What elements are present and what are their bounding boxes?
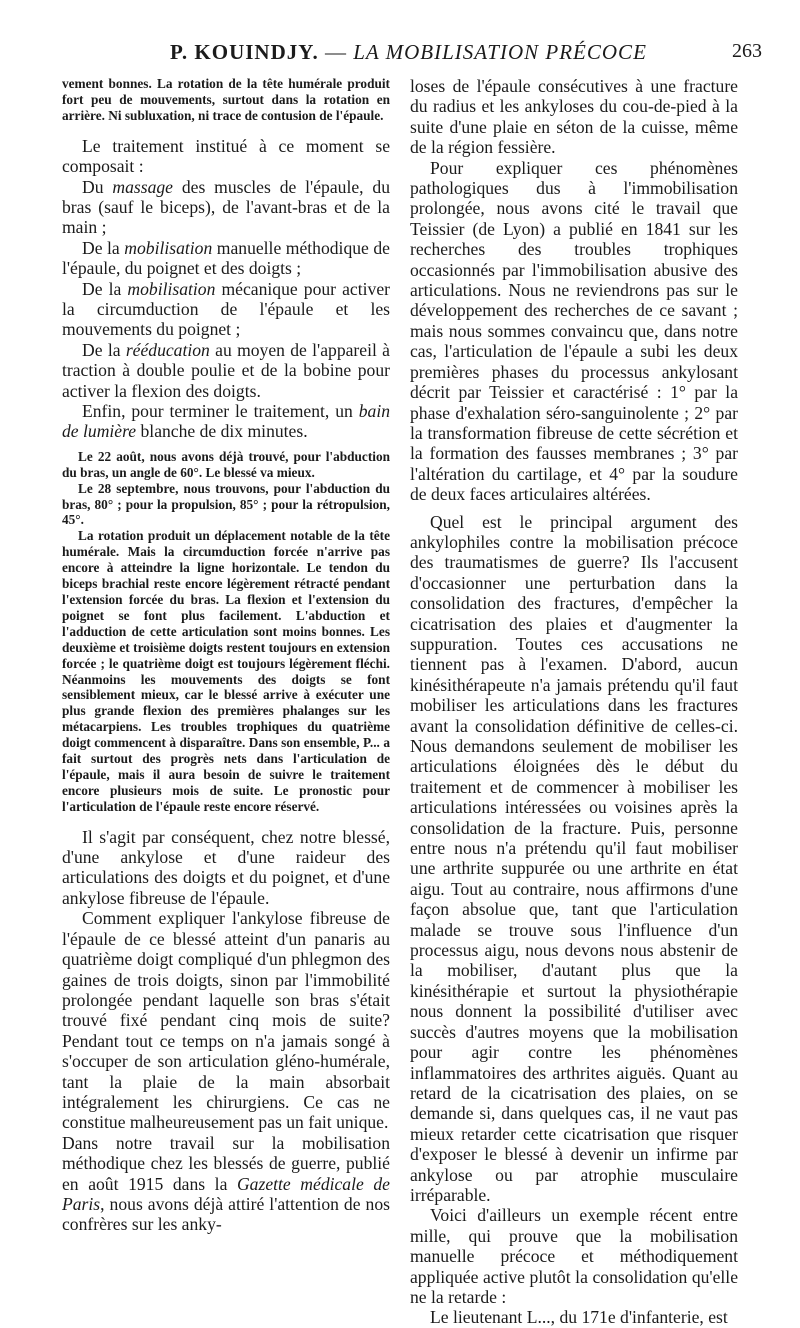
paragraph-mechanical-mobilisation <box>62 279 390 340</box>
paragraph-conclusion: Il s'agit par conséquent, chez notre blessé, d'une ankylose et d'une raideur des articulations des doigts et du poignet, et d'une ankylose fibreuse de l'épaule. <box>62 826 390 908</box>
text-span: , nous avons déjà attiré l'attention de nos confrères sur les anky- <box>62 1193 390 1235</box>
paragraph-light-bath <box>62 401 390 442</box>
paragraph-treatment-intro: Le traitement institué à ce moment se composait : <box>62 135 390 177</box>
text-span: De la <box>82 278 128 299</box>
emphasis: rééducation <box>125 339 210 360</box>
emphasis: mobilisation <box>124 237 213 258</box>
text-span: Du <box>82 176 113 197</box>
emphasis: bain de lumière <box>62 401 390 442</box>
paragraph-explanation: Comment expliquer l'ankylose fibreuse de l'épaule de ce blessé atteint d'un panaris au quatrième doigt compliqué d'un phlegmon des gaines de trois doigts, sinon par l'immobilité prolongée pendant laquelle son bras s'était trouvé fixé pendant cinq mois de suite? Pendant tout ce temps on n'a jamais songé à s'occuper de son articulation gléno-humérale, tant la plaie de la main absorbait intégralement les chirurgiens. Ce cas ne constitue malheureusement pas un fait unique. <box>62 908 390 1133</box>
paragraph-previous-work <box>62 1133 390 1235</box>
text-span: De la <box>82 237 125 258</box>
header-title: LA MOBILISATION PRÉCOCE <box>353 40 647 64</box>
journal-title: Gazette médicale de Paris <box>62 1173 390 1214</box>
emphasis: mobilisation <box>127 278 216 299</box>
text-span: Dans notre travail sur la mobilisation méthodique chez les blessés de guerre, publié en août 1915 dans la <box>62 1132 390 1194</box>
running-title <box>170 40 647 65</box>
paragraph-teissier: Pour expliquer ces phénomènes pathologiques dus à l'immobilisation prolongée, nous avons cité le travail que Teissier (de Lyon) a publié en 1841 sur les recherches des troubles trophiques occasionnés par l'immobilisation abusive des articulations. Nous ne reviendrons pas sur le développement des recherches de ce savant ; mais nous sommes convaincu que, dans notre cas, l'articulation de l'épaule a subi les deux premières phases du processus ankylosant décrit par Teissier et caractérisé : 1° par la phase d'exhalation séro-sanguinolente ; 2° par la transformation fibreuse de cette sécrétion et la formation des fausses membranes ; 3° par l'altération du cartilage, et 4° par la soudure de deux faces articulaires altérées. <box>410 157 738 505</box>
case-note-september: Le 28 septembre, nous trouvons, pour l'abduction du bras, 80° ; pour la propulsion, 85° ; pour la rétropulsion, 45°. <box>62 480 390 528</box>
paragraph-ankylophiles: Quel est le principal argument des ankylophiles contre la mobilisation précoce des traumatismes de guerre? Ils l'accusent d'occasionner une perturbation dans la consolidation des fractures, d'empêcher la cicatrisation des plaies et d'augmenter la suppuration. Toutes ces accusations ne tiennent pas à l'examen. D'abord, aucun kinésithérapeute n'a jamais prétendu qu'il faut mobiliser les articulations dans les fractures avant la consolidation définitive de celles-ci. Nous demandons seulement de mobiliser les articulations éloignées dès le début du traitement et de commencer à mobiliser les articulations intéressées ou voisines après la consolidation de la fracture. Puis, personne entre nous n'a prétendu qu'il faut mobiliser une arthrite suppurée ou une arthrite en état aigu. Tout au contraire, nous affirmons d'une façon absolue que, tant que l'articulation malade se trouve sous l'influence d'un processus aigu, nous devons nous abstenir de la mobiliser, d'autant plus que la kinésithérapie et surtout la physiothérapie nous donnent la possibilité d'utiliser avec succès d'autres moyens que la mobilisation pour agir contre les phénomènes inflammatoires des arthrites aiguës. Quant au retard de la cicatrisation des plaies, on se demande si, dans quelques cas, il ne vaut pas mieux retarder cette cicatrisation que risquer d'exposer le blessé à devenir un infirme par ankylose ou par atrophie musculaire irréparable. <box>410 511 738 1205</box>
running-header <box>62 40 762 70</box>
text-span: mécanique pour activer la circumduction de l'épaule et les mouvements du poignet ; <box>62 278 390 340</box>
paragraph-lieutenant: Le lieutenant L..., du 171e d'infanterie, est <box>430 1307 728 1328</box>
text-span: manuelle méthodique de l'épaule, du poignet et des doigts ; <box>62 237 390 279</box>
emphasis: massage <box>112 176 173 197</box>
paragraph-massage <box>62 177 390 238</box>
left-column <box>62 76 390 1235</box>
paragraph-manual-mobilisation <box>62 238 390 279</box>
text-span: au moyen de l'appareil à traction à double poulie et de la bobine pour activer la flexion des doigts. <box>62 339 390 401</box>
header-separator: — <box>318 40 354 64</box>
case-note-august: Le 22 août, nous avons déjà trouvé, pour l'abduction du bras, un angle de 60°. Le blessé va mieux. <box>62 448 390 480</box>
case-note-continuation: vement bonnes. La rotation de la tête humérale produit fort peu de mouvements, surtout dans la rotation en arrière. Ni subluxation, ni trace de contusion de l'épaule. <box>62 76 390 123</box>
case-note-rotation: La rotation produit un déplacement notable de la tête humérale. Mais la circumduction forcée n'arrive pas encore à atteindre la ligne horizontale. Le tendon du biceps brachial reste encore légèrement rétracté pendant l'extension forcée du bras. La flexion et l'extension du poignet se font plus facilement. L'abduction et l'adduction de cette articulation sont moins bonnes. Les deuxième et troisième doigts restent toujours en extension forcée ; le quatrième doigt est toujours légèrement fléchi. Néanmoins les mouvements des doigts se font sensiblement mieux, car le blessé arrive à exécuter une plus grande flexion des premières phalanges sur les métacarpiens. Les troubles trophiques du quatrième doigt commencent à disparaître. Dans son ensemble, P... a fait surtout des progrès nets dans l'articulation de l'épaule, mais il aura besoin de suivre le traitement encore plusieurs mois de suite. Le pronostic pour l'articulation de l'épaule reste encore réservé. <box>62 528 390 814</box>
right-column <box>410 76 738 1328</box>
paragraph-reeducation <box>62 340 390 401</box>
paragraph-example: Voici d'ailleurs un exemple récent entre mille, qui prouve que la mobilisation manuelle précoce et méthodiquement appliquée active plutôt la consolidation qu'elle ne la retarde : <box>410 1205 738 1307</box>
header-author: P. KOUINDJY. <box>170 40 319 64</box>
text-span: blanche de dix minutes. <box>136 421 308 442</box>
text-span: De la <box>82 339 126 360</box>
text-span: Enfin, pour terminer le traitement, un <box>82 401 359 421</box>
page-number: 263 <box>732 40 762 62</box>
paragraph-ankyloses-cont: loses de l'épaule consécutives à une fracture du radius et les ankyloses du cou-de-pied à la suite d'une plaie en séton de la cuisse, même de la région fessière. <box>410 76 738 158</box>
text-span: des muscles de l'épaule, du bras (sauf le biceps), de l'avant-bras et de la main ; <box>62 176 390 238</box>
